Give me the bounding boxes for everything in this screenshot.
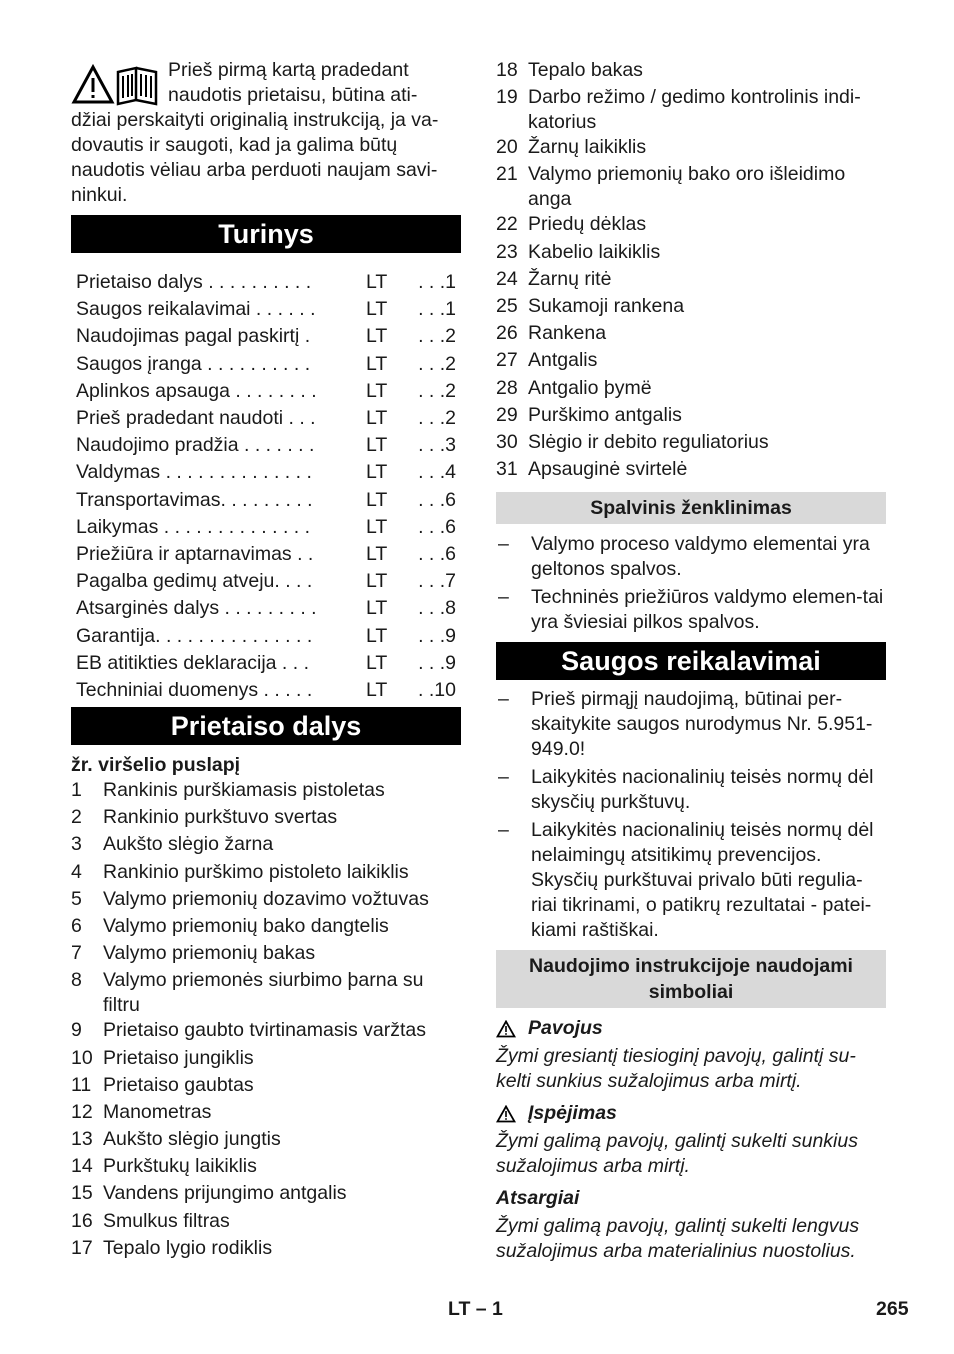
list-item [496,162,886,212]
table-of-contents [71,269,461,704]
item-number: 8 [71,969,82,992]
item-text: Tepalo lygio rodiklis [103,1236,273,1259]
item-number: 29 [496,403,518,426]
toc-row [71,677,461,704]
item-text: Antgalis [528,349,598,372]
toc-entry-title: Saugos įranga . . . . . . . . . . [76,352,311,375]
item-number: 27 [496,349,518,372]
toc-entry-title: Garantija. . . . . . . . . . . . . . . [76,624,313,647]
list-item [496,321,886,348]
intro-line: džiai perskaityti originalią instrukciją, ja va- [71,109,439,131]
list-item [71,860,461,887]
item-number: 9 [71,1019,82,1042]
item-number: 19 [496,86,518,109]
list-item [496,240,886,267]
item-text: Žarnų ritė [528,267,612,290]
toc-entry-page: . . .6 [418,515,456,538]
toc-row [71,650,461,677]
toc-row [71,459,461,486]
toc-row [71,296,461,323]
list-item [496,376,886,403]
list-item [496,532,886,582]
item-number: 31 [496,458,518,481]
item-text: Valymo priemonių bakas [103,942,316,965]
caution-text: Žymi galimą pavojų, galintį sukelti lengvus sužalojimus arba materialinius nuostolius. [496,1215,860,1263]
list-item [71,887,461,914]
list-item [71,832,461,859]
item-text: Manometras [103,1100,212,1123]
list-item [496,58,886,85]
toc-entry-title: Aplinkos apsauga . . . . . . . . [76,379,317,402]
footer-language-page: LT – 1 [448,1298,503,1320]
list-item [71,1181,461,1208]
item-number: 11 [71,1073,92,1096]
item-text: Rankinio purkštuvo svertas [103,806,338,829]
toc-entry-title: Prieš pradedant naudoti . . . [76,407,316,430]
list-item [71,1236,461,1263]
toc-entry-title: Saugos reikalavimai . . . . . . [76,298,316,321]
toc-entry-language: LT [366,379,388,402]
toc-entry-title: Transportavimas. . . . . . . . . [76,488,313,511]
item-number: 25 [496,294,518,317]
item-text: Tepalo bakas [528,59,643,81]
toc-row [71,269,461,296]
toc-entry-page: . . .1 [418,298,456,321]
toc-entry-page: . . .3 [418,434,456,457]
list-item [496,403,886,430]
list-item [71,1127,461,1154]
list-item [71,1100,461,1127]
safety-heading: Saugos reikalavimai [496,642,886,680]
item-text: Sukamoji rankena [528,294,685,317]
toc-entry-language: LT [366,651,388,674]
toc-row [71,487,461,514]
list-item [496,457,886,484]
safety-list [496,687,886,943]
toc-entry-language: LT [366,542,388,565]
toc-entry-page: . . .9 [418,651,456,674]
toc-entry-page: . . .2 [418,352,456,375]
item-text: Valymo priemonių bako oro išleidimo anga [528,163,846,211]
parts-list [71,778,461,1263]
item-text: Valymo priemonių dozavimo vožtuvas [103,887,429,910]
toc-entry-language: LT [366,407,388,430]
list-item [71,968,461,1018]
caution-label: Atsargiai [496,1187,580,1210]
item-text: Valymo proceso valdymo elementai yra geltonos spalvos. [531,533,870,581]
item-text: Valymo priemonių bako dangtelis [103,914,389,937]
toc-entry-page: . . .6 [418,488,456,511]
list-item [71,941,461,968]
toc-heading: Turinys [71,215,461,253]
warning-text: Žymi galimą pavojų, galintį sukelti sunkius sužalojimus arba mirtį. [496,1130,858,1178]
left-column [71,58,461,1263]
item-text: Purškimo antgalis [528,403,682,426]
toc-row [71,541,461,568]
toc-entry-language: LT [366,352,388,375]
item-text: Rankinis purškiamasis pistoletas [103,779,385,801]
item-text: Laikykitės nacionalinių teisės normų dėl skysčių purkštuvų. [531,766,874,814]
warning-manual-icon [71,64,161,106]
dash-bullet: – [498,586,509,609]
toc-entry-page: . . .7 [418,570,456,593]
warning-triangle-icon [496,1020,516,1038]
item-number: 17 [71,1236,93,1259]
toc-entry-title: Laikymas . . . . . . . . . . . . . . [76,515,311,538]
list-item [496,212,886,239]
intro-note [71,58,461,208]
item-number: 16 [71,1209,93,1232]
dash-bullet: – [498,819,509,842]
list-item [71,914,461,941]
list-item [71,1046,461,1073]
list-item [496,294,886,321]
warning-heading [496,1101,886,1126]
parts-list-continued [496,58,886,484]
color-coding-list [496,532,886,635]
toc-entry-page: . . .6 [418,542,456,565]
toc-entry-page: . . .8 [418,597,456,620]
toc-entry-language: LT [366,624,388,647]
symbols-section [496,1016,886,1264]
list-item [496,687,886,762]
item-text: Valymo priemonės siurbimo þarna su filtru [103,969,424,1017]
item-text: Kabelio laikiklis [528,240,661,263]
toc-row [71,568,461,595]
item-number: 4 [71,860,82,883]
item-number: 10 [71,1046,93,1069]
toc-entry-page: . . .2 [418,379,456,402]
item-text: Rankena [528,322,607,345]
item-number: 28 [496,376,518,399]
item-number: 3 [71,833,82,856]
item-number: 14 [71,1155,93,1178]
page-number: 265 [876,1298,909,1320]
item-text: Smulkus filtras [103,1209,230,1232]
item-number: 1 [71,779,82,801]
right-column [496,58,886,1264]
item-text: Vandens prijungimo antgalis [103,1182,347,1205]
toc-row [71,378,461,405]
toc-entry-page: . .10 [418,678,456,701]
item-number: 13 [71,1128,93,1151]
list-item [496,85,886,135]
toc-row [71,595,461,622]
toc-row [71,514,461,541]
toc-entry-title: Priežiūra ir aptarnavimas . . [76,542,314,565]
intro-line: Prieš pirmą kartą pradedant [168,59,409,81]
item-number: 20 [496,136,518,159]
toc-entry-language: LT [366,488,388,511]
list-item [71,805,461,832]
parts-reference: žr. viršelio puslapį [71,754,241,776]
toc-entry-language: LT [366,570,388,593]
item-text: Purkštukų laikiklis [103,1155,257,1178]
list-item [496,267,886,294]
toc-entry-language: LT [366,597,388,620]
color-coding-heading: Spalvinis ženklinimas [496,492,886,524]
toc-entry-title: Pagalba gedimų atveju. . . . [76,570,313,593]
toc-row [71,622,461,649]
danger-label: Pavojus [528,1017,603,1040]
toc-entry-language: LT [366,298,388,321]
toc-row [71,432,461,459]
toc-entry-page: . . .2 [418,325,456,348]
symbols-heading: Naudojimo instrukcijoje naudojami simboliai [496,950,886,1008]
item-text: Prietaiso gaubtas [103,1073,254,1096]
item-number: 15 [71,1182,93,1205]
danger-text: Žymi gresiantį tiesioginį pavojų, galintį su-kelti sunkius sužalojimus arba mirtį. [496,1045,856,1093]
item-text: Slėgio ir debito reguliatorius [528,430,769,453]
item-number: 18 [496,59,518,81]
list-item [496,585,886,635]
toc-row [71,351,461,378]
list-item [496,818,886,943]
item-number: 7 [71,942,82,965]
item-text: Žarnų laikiklis [528,136,647,159]
warning-triangle-icon [496,1105,516,1123]
item-text: Prieš pirmąjį naudojimą, būtinai per-skaitykite saugos nurodymus Nr. 5.951-949.0! [531,688,873,761]
item-text: Apsauginė svirtelė [528,458,688,481]
item-text: Laikykitės nacionalinių teisės normų dėl nelaimingų atsitikimų prevencijos. Skysčių purkštuvai privalo būti regulia-riai tikrinami, o patikrų rezultatai - patei-kiami raštiškai. [531,819,874,942]
item-number: 22 [496,213,518,236]
toc-entry-page: . . .2 [418,407,456,430]
intro-line: dovautis ir saugoti, kad ja galima būtų [71,134,398,156]
toc-entry-title: Naudojimo pradžia . . . . . . . [76,434,315,457]
item-number: 12 [71,1100,93,1123]
item-text: Techninės priežiūros valdymo elemen-tai yra šviesiai pilkos spalvos. [531,586,884,634]
intro-line: ninkui. [71,184,128,206]
intro-line: naudotis vėliau arba perduoti naujam savi- [71,159,438,181]
toc-entry-title: Techniniai duomenys . . . . . [76,678,313,701]
item-number: 2 [71,806,82,829]
item-number: 21 [496,163,518,186]
list-item [496,430,886,457]
list-item [496,135,886,162]
list-item [496,765,886,815]
item-number: 23 [496,240,518,263]
intro-line: naudotis prietaisu, būtina ati- [168,84,418,106]
item-number: 6 [71,914,82,937]
item-number: 24 [496,267,518,290]
list-item [71,1018,461,1045]
item-text: Rankinio purškimo pistoleto laikiklis [103,860,409,883]
toc-entry-title: Naudojimas pagal paskirtį . [76,325,311,348]
toc-entry-language: LT [366,461,388,484]
toc-entry-title: Prietaiso dalys . . . . . . . . . . [76,271,312,294]
item-number: 26 [496,322,518,345]
warning-label: Įspėjimas [528,1102,617,1125]
list-item [71,1073,461,1100]
dash-bullet: – [498,688,509,711]
list-item [496,348,886,375]
item-text: Priedų dėklas [528,213,647,236]
danger-heading [496,1016,886,1041]
toc-entry-language: LT [366,678,388,701]
list-item [71,1209,461,1236]
toc-entry-language: LT [366,271,388,294]
toc-entry-page: . . .1 [418,271,456,294]
parts-heading: Prietaiso dalys [71,707,461,745]
item-text: Prietaiso gaubto tvirtinamasis varžtas [103,1019,426,1042]
toc-entry-title: Atsarginės dalys . . . . . . . . . [76,597,317,620]
toc-entry-language: LT [366,434,388,457]
toc-entry-page: . . .4 [418,461,456,484]
item-text: Prietaiso jungiklis [103,1046,254,1069]
toc-entry-title: Valdymas . . . . . . . . . . . . . . [76,461,312,484]
toc-row [71,323,461,350]
toc-row [71,405,461,432]
dash-bullet: – [498,766,509,789]
dash-bullet: – [498,533,509,556]
toc-entry-language: LT [366,325,388,348]
item-number: 30 [496,430,518,453]
item-text: Antgalio þymë [528,376,652,399]
toc-entry-language: LT [366,515,388,538]
list-item [71,1154,461,1181]
list-item [71,778,461,805]
toc-entry-title: EB atitikties deklaracija . . . [76,651,310,674]
item-number: 5 [71,887,82,910]
item-text: Aukšto slėgio jungtis [103,1128,281,1151]
toc-entry-page: . . .9 [418,624,456,647]
item-text: Darbo režimo / gedimo kontrolinis indi-katorius [528,86,861,134]
item-text: Aukšto slėgio žarna [103,833,274,856]
